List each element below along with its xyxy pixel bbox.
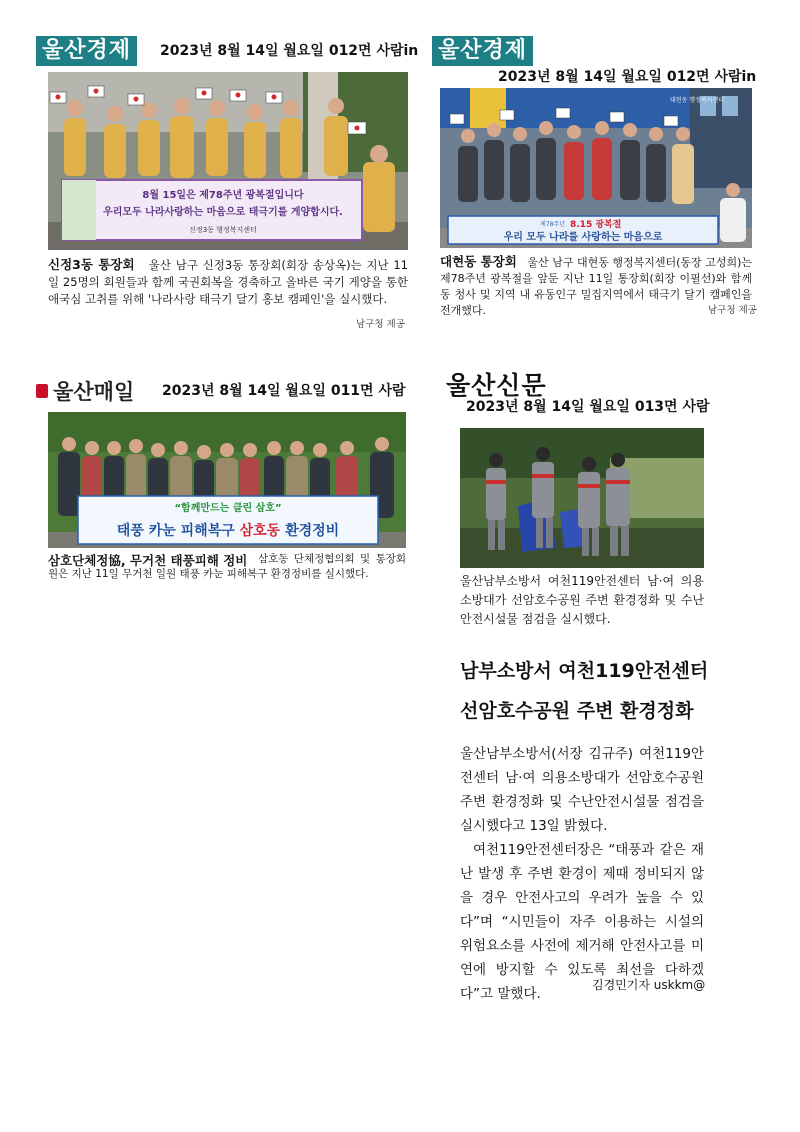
caption-head: 신정3동 통장회 [48,257,135,272]
photo-caption: 울산남부소방서 여천119안전센터 남·여 의용소방대가 선암호수공원 주변 환경정화 및 수난안전시설물 점검을 실시했다. [460,574,704,626]
paper-logo: 울산신문 [446,371,547,400]
paper-logo: 울산경제 [432,36,533,66]
banner-line1: 8월 15일은 제78주년 광복절입니다 [142,190,304,201]
article-title-line2: 선암호수공원 주변 환경정화 [460,700,694,722]
photo-credit: 남구청 제공 [708,305,757,316]
banner-line2: 우리모두 나라사랑하는 마음으로 태극기를 게양합시다. [103,207,343,218]
banner-org: 신정3동 행정복지센터 [189,226,257,234]
news-photo [48,72,408,250]
building-sign: 대현동 행정복지센터 [670,97,725,104]
banner-line: 우리 모두 나라를 사랑하는 마음으로 [503,232,663,243]
photo-caption [440,254,752,319]
dateline: 2023년 8월 14일 월요일 012면 사람in [498,69,757,85]
banner-date: 8.15 광복절 [570,220,622,230]
caption-text: 삼호동 단체정협의회 및 통장회원은 지난 11일 무거천 일원 태풍 카눈 피해복구 환경정비를 실시했다. [48,553,406,580]
article-title-line1: 남부소방서 여천119안전센터 [460,660,709,682]
dateline: 2023년 8월 14일 월요일 013면 사람 [466,399,710,415]
news-photo [48,412,406,548]
article-paragraph: 여천119안전센터장은 “태풍과 같은 재난 발생 후 주변 환경이 제때 정비되지 않을 경우 안전사고의 우려가 높을 수 있다”며 “시민들이 자주 이용하는 시설의 위험요소를 사전에 제거해 안전사고를 미연에 방지할 수 있도록 최선을 다하겠다”고 말했다. [460,842,704,1002]
caption-head: 삼호단체정協, 무거천 태풍피해 정비 [48,553,248,568]
paper-logo: 울산매일 [36,376,134,406]
caption-head: 대현동 통장회 [440,254,517,269]
photo-caption [48,256,408,308]
banner-top: “함께만드는 클린 삼호” [174,503,282,514]
byline: 김경민기자 uskkm@ [592,978,706,992]
maeil-logo-icon [36,384,48,398]
banner-small: 제78주년 [540,221,566,228]
news-photo [440,88,752,248]
article-paragraph: 울산남부소방서(서장 김규주) 여천119안전센터 남·여 의용소방대가 선암호수공원 주변 환경정화 및 수난안전시설물 점검을 실시했다고 13일 밝혔다. [460,746,704,834]
paper-logo: 울산경제 [36,36,137,66]
news-photo [460,428,704,568]
dateline: 2023년 8월 14일 월요일 012면 사람in [160,43,419,59]
dateline: 2023년 8월 14일 월요일 011면 사람 [162,383,406,399]
caption-text: 울산 남구 신정3동 통장회(회장 송상옥)는 지난 11일 25명의 회원들과 함께 국권회복을 경축하고 올바른 국기 게양을 통한 애국심 고취를 위해 '나라사랑 태극기 달기 홍보 캠페인'을 실시했다. [48,258,409,306]
article-body [460,742,704,1006]
caption-text: 울산 남구 대현동 행정복지센터(동장 고성희)는 제78주년 광복절을 앞둔 지난 11일 통장회(회장 이필선)와 함께 동 청사 및 지역 내 유동인구 밀집지역에서 태극기 달기 캠페인을 전개했다. [440,256,752,317]
photo-credit: 남구청 제공 [356,319,405,330]
banner-main: 태풍 카눈 피해복구 삼호동 환경정비 [116,523,340,539]
